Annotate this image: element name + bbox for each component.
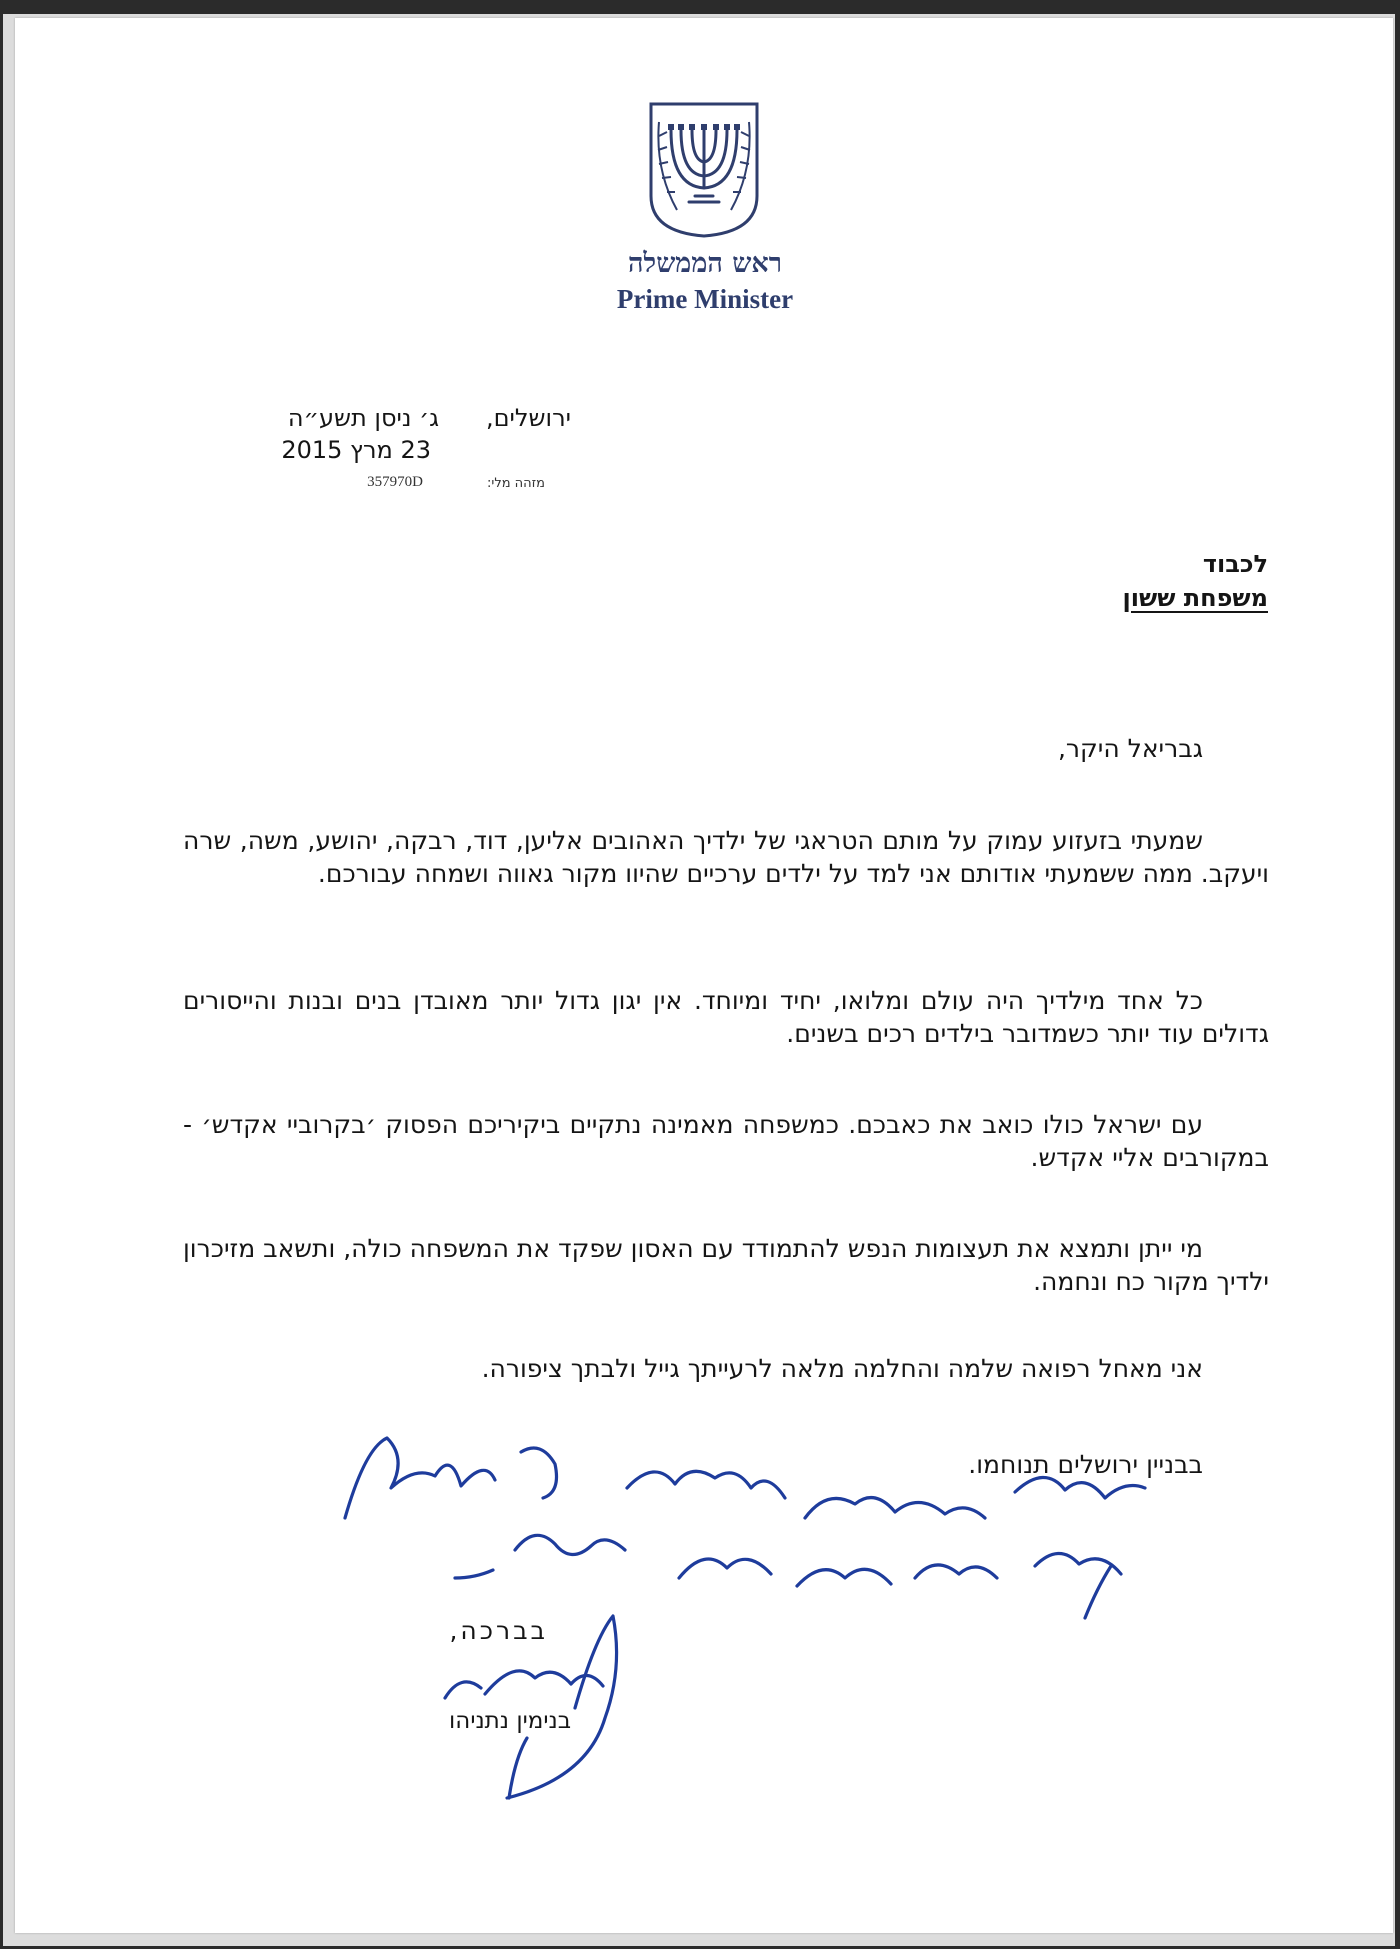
closing-blessing: בברכה, (449, 1616, 548, 1645)
reference-label: מזהה מלי: (487, 476, 545, 491)
body-paragraph-3: עם ישראל כולו כואב את כאבכם. כמשפחה מאמינה נתקיים ביקיריכם הפסוק ׳בקרוביי אקדש׳ - במקורבים אליי אקדש. (183, 1110, 1269, 1172)
wish-line: אני מאחל רפואה שלמה והחלמה מלאה לרעייתך גייל ולבתך ציפורה. (481, 1354, 1203, 1383)
letter-city: ירושלים, (485, 404, 571, 432)
gregorian-date: 23 מרץ 2015 (281, 436, 431, 464)
body-paragraph-1: שמעתי בזעזוע עמוק על מותם הטראגי של ילדיך האהובים אליען, דוד, רבקה, יהושע, משה, שרה ויעקב. ממה ששמעתי אודותם אני למד על ילדים ערכיים שהיוו מקור גאווה ושמחה עבורכם. (183, 826, 1269, 888)
office-title-hebrew: ראש הממשלה (628, 248, 782, 279)
body-paragraph-4: מי ייתן ותמצא את תעצומות הנפש להתמודד עם האסון שפקד את המשפחה כולה, ותשאב מזיכרון ילדיך מקור כח ונחמה. (183, 1234, 1269, 1296)
consolation-line: בבניין ירושלים תנוחמו. (968, 1450, 1203, 1479)
hebrew-date: ג׳ ניסן תשע״ה (287, 404, 439, 432)
letter-page (15, 18, 1393, 1933)
recipient-family: משפחת ששון (1122, 584, 1268, 612)
scan-frame (3, 14, 1395, 1946)
body-paragraph-2: כל אחד מילדיך היה עולם ומלואו, יחיד ומיוחד. אין יגון גדול יותר מאובדן בנים ובנות והייסורים גדולים עוד יותר כשמדובר בילדים רכים בשנים. (183, 986, 1269, 1048)
state-emblem-icon (647, 100, 761, 240)
recipient-label: לכבוד (1202, 550, 1268, 578)
signatory-name: בנימין נתניהו (449, 1708, 571, 1734)
salutation: גבריאל היקר, (1057, 734, 1203, 763)
office-title-english: Prime Minister (616, 284, 794, 314)
reference-number: 357970D (367, 474, 423, 490)
